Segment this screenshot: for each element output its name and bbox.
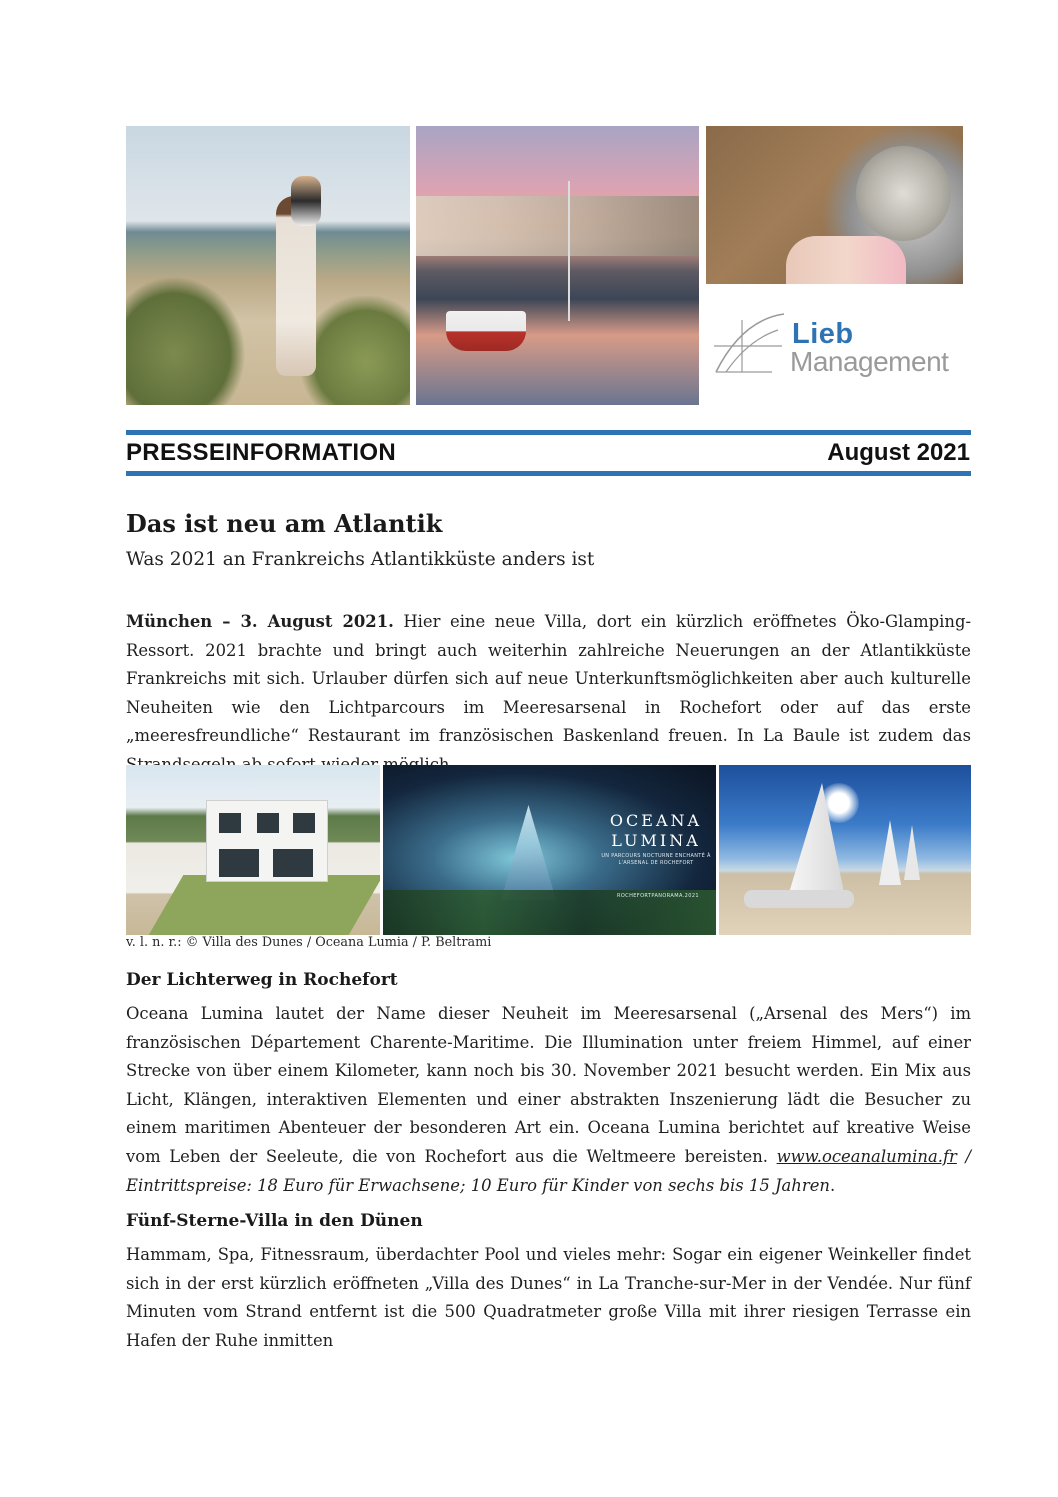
- logo-globe-icon: [712, 310, 792, 380]
- lieb-management-logo: [712, 310, 962, 380]
- ticket-prices: / Eintrittspreise: 18 Euro für Erwachsene; 10 Euro für Kinder von sechs bis 15 Jahren: [126, 1146, 971, 1195]
- poster-ship: [501, 805, 556, 900]
- sentence-end: .: [829, 1175, 836, 1195]
- photo-lawn: [149, 875, 380, 935]
- section-heading-villa: Fünf-Sterne-Villa in den Dünen: [126, 1211, 423, 1231]
- photo-land-yacht: [744, 890, 854, 908]
- photo-sand-yachting: [719, 765, 971, 935]
- intro-paragraph: [126, 608, 971, 780]
- logo-word-management: Management: [790, 346, 949, 377]
- section-text: Oceana Lumina lautet der Name dieser Neuheit im Meeresarsenal („Arsenal des Mers“) im französischen Département Charente-Maritime. Die Illumination unter freiem Himmel, auf einer Strecke von über einem Kilometer, kann noch bis 30. November 2021 besucht werden. Ein Mix aus Licht, Klängen, interaktiven Elementen und einer abstrakten Inszenierung lädt die Besucher zu einem maritimen Abenteuer der besonderen Art ein. Oceana Lumina berichtet auf kreative Weise vom Leben der Seeleute, die von Rochefort aus die Weltmeere bereisten.: [126, 1004, 971, 1166]
- photo-oysters-table: [706, 126, 963, 284]
- photo-mast: [568, 181, 570, 321]
- header-rule-bottom: [126, 471, 971, 476]
- section-paragraph-villa: [126, 1241, 971, 1355]
- photo-houses: [416, 196, 699, 256]
- photo-child: [291, 176, 321, 226]
- photo-caption: v. l. n. r.: © Villa des Dunes / Oceana Lumia / P. Beltrami: [126, 935, 492, 950]
- photo-villa-des-dunes: [126, 765, 380, 935]
- photo-sail: [904, 825, 920, 880]
- photo-boat: [446, 311, 526, 351]
- oceanalumina-link[interactable]: www.oceanalumina.fr: [776, 1146, 957, 1166]
- poster-tagline: UN PARCOURS NOCTURNE ENCHANTÉ À L'ARSENAL DE ROCHEFORT: [601, 853, 711, 866]
- photo-oyster-plate: [856, 146, 951, 241]
- press-label: PRESSEINFORMATION: [126, 439, 397, 466]
- section-paragraph-rochefort: [126, 1000, 971, 1200]
- photo-villa-building: [206, 800, 328, 882]
- photo-grass: [126, 276, 246, 405]
- poster-url: ROCHEFORTPANORAMA.2021: [616, 893, 700, 899]
- photo-harbor-sunset: [416, 126, 699, 405]
- logo-word-lieb: Lieb: [792, 318, 854, 350]
- header-date: August 2021: [827, 439, 970, 466]
- photo-beach-mother-child: [126, 126, 410, 405]
- photo-sail: [879, 820, 901, 885]
- poster-title: OCEANA LUMINA: [609, 811, 703, 850]
- photo-oceana-lumina-poster: [383, 765, 716, 935]
- section-heading-rochefort: Der Lichterweg in Rochefort: [126, 970, 398, 990]
- section-text: Hammam, Spa, Fitnessraum, überdachter Pool und vieles mehr: Sogar ein eigener Weinkeller findet sich in der erst kürzlich eröffneten „Villa des Dunes“ in La Tranche-sur-Mer in der Vendée. Nur fünf Minuten vom Strand entfernt ist die 500 Quadratmeter große Villa mit ihrer riesigen Terrasse ein Hafen der Ruhe inmitten: [126, 1245, 971, 1350]
- article-title: Das ist neu am Atlantik: [126, 509, 443, 538]
- photo-hand: [786, 236, 906, 284]
- dateline: München – 3. August 2021.: [126, 612, 394, 631]
- article-subtitle: Was 2021 an Frankreichs Atlantikküste anders ist: [126, 549, 595, 570]
- intro-text: Hier eine neue Villa, dort ein kürzlich eröffnetes Öko-Glamping-Ressort. 2021 brachte und bringt auch weiterhin zahlreiche Neuerungen an der Atlantikküste Frankreichs mit sich. Urlauber dürfen sich auf neue Unterkunftsmöglichkeiten aber auch kulturelle Neuheiten wie den Lichtparcours im Meeresarsenal in Rochefort oder auf das erste „meeresfreundliche“ Restaurant im französischen Baskenland freuen. In La Baule ist zudem das: [126, 612, 971, 746]
- photo-grass: [300, 296, 410, 405]
- header-rule-top: [126, 430, 971, 435]
